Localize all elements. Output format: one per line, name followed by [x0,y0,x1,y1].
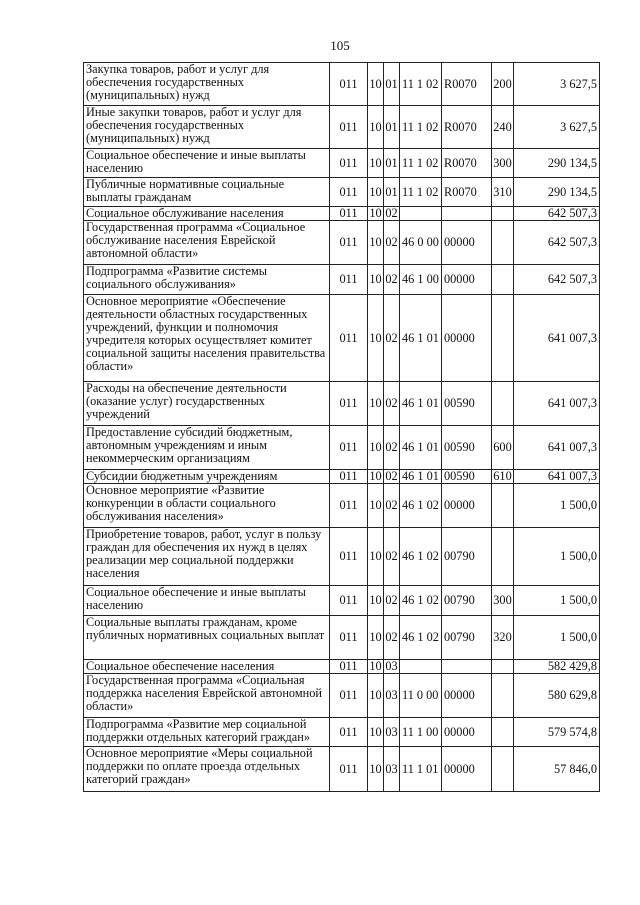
row-target-article-program: 11 1 01 [400,747,442,792]
row-grbs-code: 011 [330,63,368,106]
table-row [84,221,600,265]
row-name: Социальное обслуживание населения [84,207,330,221]
row-expense-type [492,674,514,718]
row-subsection-code: 02 [384,484,400,528]
table-row [84,178,600,207]
row-grbs-code: 011 [330,528,368,586]
row-subsection-code: 03 [384,747,400,792]
table-row [84,207,600,221]
row-expense-type [492,207,514,221]
table-row [84,295,600,382]
row-name: Социальное обеспечение и иные выплаты населению [84,149,330,178]
row-section-code: 10 [369,206,382,220]
row-target-article-direction: 00000 [442,295,492,382]
row-amount: 641 007,3 [514,426,600,470]
row-expense-type: 310 [492,178,514,207]
table-row [84,718,600,747]
row-expense-type: 600 [492,426,514,470]
row-expense-type [492,718,514,747]
table-row [84,470,600,484]
row-expense-type [492,295,514,382]
budget-table [83,62,600,792]
row-name: Публичные нормативные социальные выплаты гражданам [84,178,330,207]
row-target-article-direction [442,207,492,221]
row-amount: 3 627,5 [514,63,600,106]
row-subsection-code: 02 [385,206,398,220]
row-amount: 1 500,0 [514,586,600,616]
row-expense-type [492,660,514,674]
row-section-code: 10 [368,674,384,718]
row-name: Иные закупки товаров, работ и услуг для обеспечения государственных (муниципальных) нужд [84,106,330,149]
row-amount: 642 507,3 [514,265,600,295]
row-target-article-program: 11 1 02 [400,178,442,207]
row-grbs-code: 011 [330,207,368,221]
row-target-article-program: 46 1 02 [400,616,442,660]
row-subsection-code: 01 [384,149,400,178]
row-grbs-code: 011 [330,616,368,660]
row-name: Расходы на обеспечение деятельности (оказание услуг) государственных учреждений [84,382,330,426]
row-subsection-code: 02 [384,528,400,586]
row-target-article-direction: 00000 [442,484,492,528]
row-name: Социальное обеспечение населения [84,660,330,674]
row-amount: 582 429,8 [514,660,600,674]
row-section-code: 10 [368,616,384,660]
row-section-code: 10 [368,426,384,470]
row-subsection-code: 03 [384,674,400,718]
table-row [84,426,600,470]
row-target-article-program: 46 1 01 [400,295,442,382]
row-amount: 290 134,5 [514,178,600,207]
row-target-article-program: 46 1 01 [400,470,442,484]
row-section-code: 10 [368,63,384,106]
row-target-article-direction: R0070 [442,106,492,149]
row-grbs-code: 011 [330,149,368,178]
row-subsection-code: 02 [385,469,398,483]
row-target-article-program: 46 0 00 [400,221,442,265]
row-expense-type [492,747,514,792]
table-row [84,528,600,586]
row-amount: 642 507,3 [514,221,600,265]
row-amount: 57 846,0 [514,747,600,792]
row-expense-type: 610 [493,469,512,483]
row-amount: 579 574,8 [514,718,600,747]
row-subsection-code: 01 [384,63,400,106]
row-section-code: 10 [368,382,384,426]
row-subsection-code: 03 [385,659,398,673]
row-target-article-program: 46 1 00 [400,265,442,295]
table-row [84,149,600,178]
row-amount: 641 007,3 [514,295,600,382]
row-subsection-code: 01 [384,106,400,149]
table-row [84,747,600,792]
row-expense-type: 200 [492,63,514,106]
row-amount: 1 500,0 [514,528,600,586]
row-name: Основное мероприятие «Развитие конкуренции в области социального обслуживания населения» [84,484,330,528]
row-name: Подпрограмма «Развитие системы социального обслуживания» [84,265,330,295]
row-target-article-direction: 00790 [442,616,492,660]
row-grbs-code: 011 [330,295,368,382]
row-target-article-program: 11 1 02 [400,149,442,178]
row-section-code: 10 [368,528,384,586]
row-grbs-code: 011 [330,747,368,792]
table-row [84,586,600,616]
row-grbs-code: 011 [330,426,368,470]
row-section-code: 10 [368,178,384,207]
row-name: Основное мероприятие «Меры социальной поддержки по оплате проезда отдельных категорий граждан» [84,747,330,792]
row-grbs-code: 011 [330,178,368,207]
row-name: Субсидии бюджетным учреждениям [84,470,330,484]
row-name: Подпрограмма «Развитие мер социальной поддержки отдельных категорий граждан» [84,718,330,747]
row-grbs-code: 011 [330,674,368,718]
page-number: 105 [330,38,350,53]
row-target-article-direction: 00590 [442,470,492,484]
table-row [84,265,600,295]
row-expense-type: 300 [492,586,514,616]
row-grbs-code: 011 [330,660,368,674]
row-name: Социальное обеспечение и иные выплаты населению [84,586,330,616]
row-target-article-direction: 00590 [442,382,492,426]
row-name: Предоставление субсидий бюджетным, автономным учреждениям и иным некоммерческим организациям [84,426,330,470]
row-target-article-program: 11 1 00 [400,718,442,747]
row-target-article-program: 46 1 02 [400,484,442,528]
row-subsection-code: 02 [384,426,400,470]
table-row [84,616,600,660]
row-grbs-code: 011 [330,484,368,528]
row-subsection-code: 02 [384,295,400,382]
row-section-code: 10 [368,149,384,178]
row-section-code: 10 [369,469,382,483]
row-section-code: 10 [368,747,384,792]
table-row [84,660,600,674]
row-target-article-program [400,207,442,221]
row-amount: 1 500,0 [514,484,600,528]
row-name: Социальные выплаты гражданам, кроме публичных нормативных социальных выплат [84,616,330,660]
row-target-article-direction: 00790 [442,528,492,586]
row-expense-type: 240 [492,106,514,149]
row-target-article-program: 11 0 00 [400,674,442,718]
row-target-article-direction: R0070 [442,178,492,207]
row-target-article-direction: 00000 [442,718,492,747]
row-target-article-direction: 00000 [442,747,492,792]
row-grbs-code: 011 [330,265,368,295]
row-section-code: 10 [368,295,384,382]
row-subsection-code: 01 [384,178,400,207]
row-amount: 3 627,5 [514,106,600,149]
row-name: Государственная программа «Социальное обслуживание населения Еврейской автономной области» [84,221,330,265]
row-grbs-code: 011 [330,221,368,265]
row-target-article-direction: 00790 [442,586,492,616]
row-amount: 642 507,3 [514,207,600,221]
row-target-article-program: 11 1 02 [400,106,442,149]
row-section-code: 10 [368,586,384,616]
table-row [84,106,600,149]
row-section-code: 10 [368,106,384,149]
row-name: Приобретение товаров, работ, услуг в пользу граждан для обеспечения их нужд в целях реализации мер социальной поддержки населения [84,528,330,586]
row-grbs-code: 011 [330,718,368,747]
row-amount: 641 007,3 [514,382,600,426]
row-target-article-program [400,660,442,674]
row-section-code: 10 [368,221,384,265]
row-name: Основное мероприятие «Обеспечение деятельности областных государственных учреждений, функции и полномочия учредителя которых осуществляет комитет социальной защиты населения правительства области» [84,295,330,382]
row-subsection-code: 03 [384,718,400,747]
row-section-code: 10 [368,265,384,295]
row-name: Государственная программа «Социальная поддержка населения Еврейской автономной области» [84,674,330,718]
row-grbs-code: 011 [330,586,368,616]
row-target-article-direction [442,660,492,674]
table-row [84,63,600,106]
row-target-article-direction: 00000 [442,221,492,265]
row-target-article-direction: R0070 [442,63,492,106]
row-section-code: 10 [368,718,384,747]
row-section-code: 10 [368,484,384,528]
row-expense-type [492,265,514,295]
row-subsection-code: 02 [384,265,400,295]
table-body [84,63,600,792]
row-subsection-code: 02 [384,586,400,616]
row-grbs-code: 011 [330,106,368,149]
row-amount: 641 007,3 [514,470,600,484]
row-target-article-direction: R0070 [442,149,492,178]
row-target-article-program: 46 1 01 [400,426,442,470]
row-expense-type: 320 [492,616,514,660]
row-grbs-code: 011 [330,382,368,426]
table-row [84,484,600,528]
row-subsection-code: 02 [384,616,400,660]
row-expense-type [492,382,514,426]
row-target-article-direction: 00000 [442,265,492,295]
table-row [84,382,600,426]
row-amount: 580 629,8 [514,674,600,718]
row-target-article-program: 46 1 02 [400,528,442,586]
row-target-article-program: 46 1 01 [400,382,442,426]
row-target-article-direction: 00000 [442,674,492,718]
row-target-article-program: 11 1 02 [400,63,442,106]
row-amount: 290 134,5 [514,149,600,178]
row-expense-type: 300 [492,149,514,178]
row-subsection-code: 02 [384,382,400,426]
row-name: Закупка товаров, работ и услуг для обеспечения государственных (муниципальных) нужд [84,63,330,106]
row-target-article-program: 46 1 02 [400,586,442,616]
table-row [84,674,600,718]
row-expense-type [492,221,514,265]
row-expense-type [492,484,514,528]
row-subsection-code: 02 [384,221,400,265]
row-expense-type [492,528,514,586]
row-grbs-code: 011 [330,470,368,484]
row-section-code: 10 [369,659,382,673]
row-target-article-direction: 00590 [442,426,492,470]
row-amount: 1 500,0 [514,616,600,660]
